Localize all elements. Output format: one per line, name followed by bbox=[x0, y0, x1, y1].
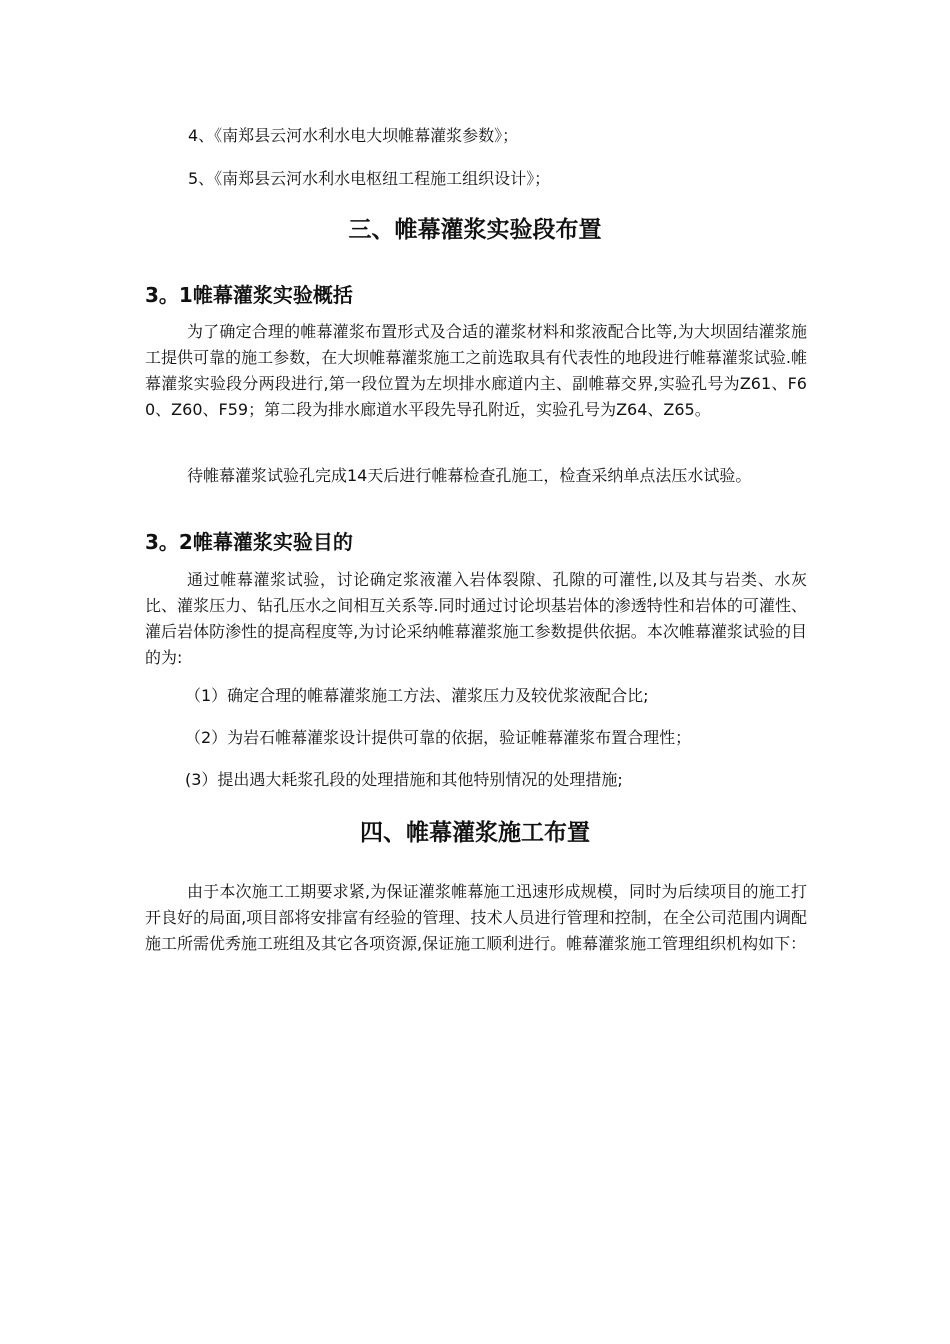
subsection-3-2-paragraph: 通过帷幕灌浆试验，讨论确定浆液灌入岩体裂隙、孔隙的可灌性,以及其与岩类、水灰比、灌浆压力、钻孔压水之间相互关系等.同时通过讨论坝基岩体的渗透特性和岩体的可灌性、灌后岩体防渗性的提高程度等,为讨论采纳帷幕灌浆施工参数提供依据。本次帷幕灌浆试验的目的为: bbox=[145, 570, 807, 667]
reference-item-4: 4、《南郑县云河水利水电大坝帷幕灌浆参数》； bbox=[188, 126, 519, 145]
objective-item-2: （2）为岩石帷幕灌浆设计提供可靠的依据，验证帷幕灌浆布置合理性； bbox=[185, 728, 692, 747]
subsection-3-2-heading: 3。2帷幕灌浆实验目的 bbox=[145, 530, 353, 554]
section-4-paragraph: 由于本次施工工期要求紧,为保证灌浆帷幕施工迅速形成规模，同时为后续项目的施工打开良好的局面,项目部将安排富有经验的管理、技术人员进行管理和控制，在全公司范围内调配施工所需优秀施工班组及其它各项资源,保证施工顺利进行。帷幕灌浆施工管理组织机构如下： bbox=[145, 882, 807, 953]
objective-item-1: （1）确定合理的帷幕灌浆施工方法、灌浆压力及较优浆液配合比; bbox=[185, 686, 649, 705]
section-3-heading: 三、帷幕灌浆实验段布置 bbox=[348, 217, 602, 243]
subsection-3-1-paragraph-2: 待帷幕灌浆试验孔完成14天后进行帷幕检查孔施工，检查采纳单点法压水试验。 bbox=[187, 466, 752, 485]
subsection-3-1-paragraph-1: 为了确定合理的帷幕灌浆布置形式及合适的灌浆材料和浆液配合比等,为大坝固结灌浆施工提供可靠的施工参数，在大坝帷幕灌浆施工之前选取具有代表性的地段进行帷幕灌浆试验.帷幕灌浆实验段分两段进行,第一段位置为左坝排水廊道内主、副帷幕交界,实验孔号为Z61、F60、Z60、F59；第二段为排水廊道水平段先导孔附近，实验孔号为Z64、Z65。 bbox=[145, 322, 807, 419]
objective-item-3: (3）提出遇大耗浆孔段的处理措施和其他特别情况的处理措施; bbox=[185, 770, 623, 789]
subsection-3-1-heading: 3。1帷幕灌浆实验概括 bbox=[145, 283, 353, 307]
reference-item-5: 5、《南郑县云河水利水电枢纽工程施工组织设计》； bbox=[188, 169, 551, 188]
section-4-heading: 四、帷幕灌浆施工布置 bbox=[360, 820, 590, 846]
